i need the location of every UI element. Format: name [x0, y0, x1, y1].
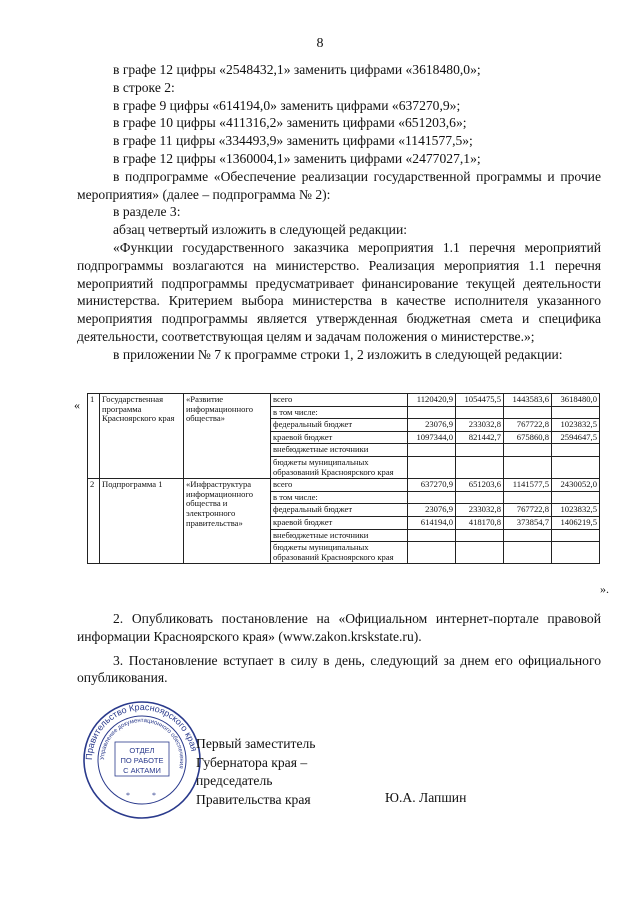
page-number: 8 [316, 36, 324, 51]
value-cell [456, 456, 504, 478]
seal-center-line-2: ПО РАБОТЕ [120, 756, 164, 765]
quoted-paragraph: «Функции государственного заказчика мероприятия 1.1 перечня мероприятий подпрограммы возлагаются на министерство. Реализация мероприятия 1.1 перечня мероприятий подпрограммы предусматривает финансирование текущей деятельности министерства. Критерием выбора министерства в качестве исполнителя указанного мероприятия подпрограммы является утвержденная бюджетная смета и специфика деятельности, соответствующая целям и задачам положения о министерстве.»; [77, 239, 601, 344]
final-items [77, 610, 601, 687]
seal-center-line-3: С АКТАМИ [123, 766, 161, 775]
value-cell [456, 542, 504, 564]
section-line: в разделе 3: [113, 204, 181, 220]
value-cell [504, 406, 552, 419]
subprogram-paragraph: в подпрограмме «Обеспечение реализации государственной программы и прочие мероприятия» (далее – подпрограмма № 2): [77, 168, 601, 202]
value-cell [408, 444, 456, 457]
value-cell: 1120420,9 [408, 394, 456, 407]
seal-inner-text: Управление документационного обеспечения [99, 717, 185, 769]
table-quote-close: ». [600, 582, 609, 596]
appendix-line: в приложении № 7 к программе строки 1, 2 изложить в следующей редакции: [113, 346, 563, 362]
value-cell [456, 491, 504, 504]
value-cell: 2594647,5 [552, 431, 600, 444]
signature-title [196, 735, 315, 809]
value-cell: 767722,8 [504, 504, 552, 517]
row-title: «Развитие информационного общества» [184, 394, 271, 479]
signatory-name: Ю.А. Лапшин [385, 790, 467, 805]
row-name: Подпрограмма 1 [100, 479, 184, 564]
amend-line: в графе 12 цифры «2548432,1» заменить цифрами «3618480,0»; [113, 62, 481, 77]
value-cell [504, 491, 552, 504]
source-label: внебюджетные источники [271, 444, 408, 457]
value-cell [504, 542, 552, 564]
signature-line-1: Первый заместитель [196, 736, 316, 751]
value-cell [552, 542, 600, 564]
source-label: краевой бюджет [271, 516, 408, 529]
value-cell [504, 444, 552, 457]
value-cell: 1097344,0 [408, 431, 456, 444]
value-cell [408, 491, 456, 504]
source-label: краевой бюджет [271, 431, 408, 444]
value-cell [408, 529, 456, 542]
value-cell: 1054475,5 [456, 394, 504, 407]
value-cell: 767722,8 [504, 419, 552, 432]
value-cell [456, 529, 504, 542]
value-cell: 821442,7 [456, 431, 504, 444]
value-cell: 651203,6 [456, 479, 504, 492]
paragraph-line: абзац четвертый изложить в следующей редакции: [113, 222, 408, 238]
amendments-block [77, 61, 601, 364]
source-label: федеральный бюджет [271, 419, 408, 432]
row-number: 1 [88, 394, 100, 479]
value-cell [552, 456, 600, 478]
seal-outer-text: Правительство Красноярского края [83, 701, 200, 761]
source-label: бюджеты муниципальных образований Красноярского края [271, 542, 408, 564]
value-cell: 1141577,5 [504, 479, 552, 492]
value-cell: 637270,9 [408, 479, 456, 492]
row-number: 2 [88, 479, 100, 564]
value-cell [552, 444, 600, 457]
value-cell [408, 456, 456, 478]
row-title: «Инфраструктура информационного общества и электронного правительства» [184, 479, 271, 564]
value-cell [504, 456, 552, 478]
value-cell: 373854,7 [504, 516, 552, 529]
source-label: федеральный бюджет [271, 504, 408, 517]
value-cell [456, 406, 504, 419]
value-cell: 3618480,0 [552, 394, 600, 407]
value-cell [552, 529, 600, 542]
source-label: всего [271, 394, 408, 407]
item-3: 3. Постановление вступает в силу в день, следующий за днем его официального опубликования. [77, 652, 601, 686]
signature-line-4: Правительства края [196, 791, 311, 807]
value-cell: 1023832,5 [552, 504, 600, 517]
value-cell [408, 542, 456, 564]
appendix-table [87, 393, 600, 564]
value-cell: 23076,9 [408, 419, 456, 432]
value-cell [552, 406, 600, 419]
seal-stamp [82, 700, 202, 820]
value-cell: 614194,0 [408, 516, 456, 529]
amend-line: в графе 10 цифры «411316,2» заменить цифрами «651203,6»; [113, 115, 467, 131]
value-cell [504, 529, 552, 542]
value-cell: 1443583,6 [504, 394, 552, 407]
table-row [88, 479, 600, 492]
table-quote-open: « [74, 398, 80, 412]
value-cell: 2430052,0 [552, 479, 600, 492]
seal-star-icon: * [152, 791, 156, 800]
value-cell: 1023832,5 [552, 419, 600, 432]
value-cell [456, 444, 504, 457]
value-cell [408, 406, 456, 419]
source-label: бюджеты муниципальных образований Красноярского края [271, 456, 408, 478]
source-label: в том числе: [271, 406, 408, 419]
value-cell: 418170,8 [456, 516, 504, 529]
value-cell: 1406219,5 [552, 516, 600, 529]
amend-line: в графе 11 цифры «334493,9» заменить цифрами «1141577,5»; [113, 133, 473, 149]
signature-line-3: председатель [196, 773, 273, 789]
table-row [88, 394, 600, 407]
amend-line: в строке 2: [113, 79, 175, 95]
row-name: Государственная программа Красноярского края [100, 394, 184, 479]
seal-center-line-1: ОТДЕЛ [129, 746, 155, 755]
source-label: внебюджетные источники [271, 529, 408, 542]
signature-line-2: Губернатора края – [196, 754, 308, 770]
value-cell: 233032,8 [456, 504, 504, 517]
value-cell: 675860,8 [504, 431, 552, 444]
value-cell [552, 491, 600, 504]
source-label: в том числе: [271, 491, 408, 504]
value-cell: 233032,8 [456, 419, 504, 432]
amend-line: в графе 9 цифры «614194,0» заменить цифрами «637270,9»; [113, 97, 461, 113]
source-label: всего [271, 479, 408, 492]
item-2: 2. Опубликовать постановление на «Официальном интернет-портале правовой информации Красноярского края» (www.zakon.krskstate.ru). [77, 611, 601, 644]
value-cell: 23076,9 [408, 504, 456, 517]
amend-line: в графе 12 цифры «1360004,1» заменить цифрами «2477027,1»; [113, 150, 481, 166]
seal-star-icon: * [126, 791, 130, 800]
